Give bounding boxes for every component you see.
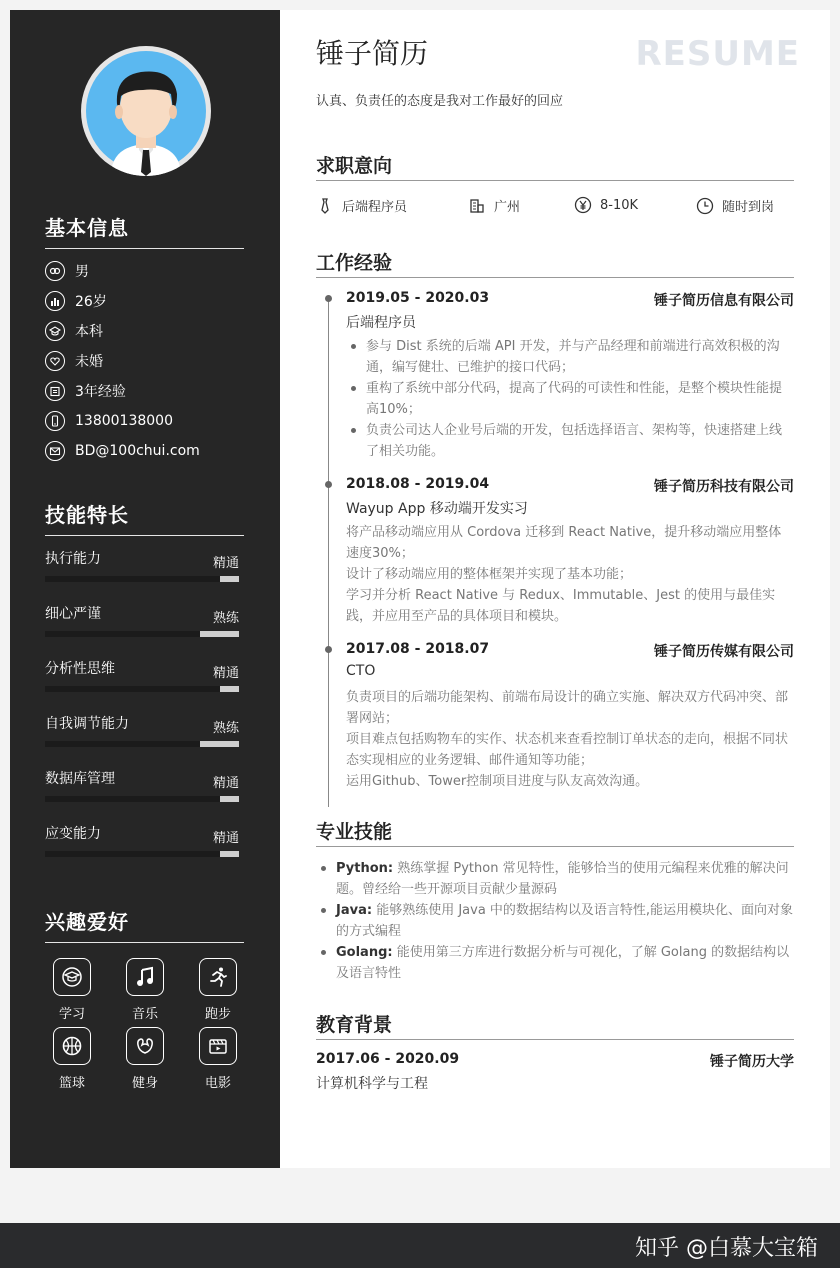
skill-row [45, 768, 239, 808]
job-company: 锤子简历信息有限公司 [654, 293, 794, 309]
job-description [346, 687, 794, 792]
job-bullet: 负责公司达人企业号后端的开发，包括选择语言、架构等，快速搭建上线了相关功能。 [346, 420, 794, 462]
skill-row [45, 658, 239, 698]
music-icon [126, 958, 164, 996]
timeline-line [328, 297, 329, 807]
movie-icon [199, 1027, 237, 1065]
info-gender [45, 260, 89, 282]
job-intent-row [316, 196, 794, 218]
skill-level: 精通 [212, 831, 239, 846]
basketball-icon [53, 1027, 91, 1065]
job-line: 将产品移动端应用从 Cordova 迁移到 React Native，提升移动端应用整体速度30%； [346, 525, 782, 561]
hobby-fitness [120, 1027, 170, 1091]
skill-bar-fill [200, 631, 239, 637]
sidebar [10, 10, 280, 1168]
job-entry [346, 290, 794, 460]
skill-bar [45, 686, 239, 692]
job-role: Wayup App 移动端开发实习 [346, 501, 528, 517]
info-marital [45, 350, 103, 372]
pro-skill-label: Python: [336, 861, 394, 876]
job-line: 负责项目的后端功能架构、前端布局设计的确立实施、解决双方代码冲突、部署网站； [346, 690, 789, 726]
pro-skills-title: 专业技能 [316, 821, 393, 843]
pro-skill-item [316, 942, 794, 984]
intent-position [316, 196, 407, 215]
skill-level: 精通 [212, 556, 239, 571]
skill-bar-fill [200, 741, 239, 747]
skill-bar [45, 741, 239, 747]
study-icon [53, 958, 91, 996]
skill-bar [45, 851, 239, 857]
yen-icon [574, 196, 592, 214]
intent-title: 求职意向 [316, 155, 393, 177]
education-major: 计算机科学与工程 [316, 1076, 428, 1092]
clock-icon [696, 197, 714, 215]
info-marital-text: 未婚 [75, 354, 103, 370]
footer-watermark: 知乎 @白慕大宝箱 [635, 1236, 818, 1261]
timeline-dot [325, 295, 332, 302]
job-line: 学习并分析 React Native 与 Redux、Immutable、Jest 的使用与最佳实践，并应用至产品的具体项目和模块。 [346, 588, 776, 624]
job-description [346, 336, 794, 462]
skill-bar-fill [220, 576, 239, 582]
intent-city [468, 196, 520, 215]
email-icon [45, 441, 65, 461]
education-divider [316, 1039, 794, 1040]
hobby-running [193, 958, 243, 1022]
skill-row [45, 823, 239, 863]
info-education [45, 320, 103, 342]
footer-bar [0, 1223, 840, 1268]
hobby-label: 篮球 [58, 1076, 85, 1091]
info-email [45, 440, 200, 462]
job-date: 2018.08 - 2019.04 [346, 476, 490, 492]
info-gender-text: 男 [75, 264, 89, 280]
job-company: 锤子简历科技有限公司 [654, 479, 794, 495]
skill-level: 熟练 [212, 611, 239, 626]
intent-availability [696, 196, 774, 215]
motto: 认真、负责任的态度是我对工作最好的回应 [316, 94, 564, 109]
resume-watermark: RESUME [635, 34, 800, 74]
basic-info-title: 基本信息 [45, 216, 129, 240]
info-phone [45, 410, 173, 432]
job-line: 设计了移动端应用的整体框架并实现了基本功能； [346, 567, 633, 582]
basic-info-divider [45, 248, 244, 249]
skill-level: 精通 [212, 776, 239, 791]
skill-row [45, 548, 239, 588]
timeline-dot [325, 646, 332, 653]
job-role: CTO [346, 663, 376, 679]
skill-name: 数据库管理 [45, 771, 115, 787]
pro-skills-list [316, 858, 794, 984]
running-icon [199, 958, 237, 996]
hobby-music [120, 958, 170, 1022]
info-email-text: BD@100chui.com [75, 443, 200, 459]
skill-row [45, 713, 239, 753]
intent-salary-text: 8-10K [600, 197, 639, 213]
info-age-text: 26岁 [75, 294, 107, 310]
job-role: 后端程序员 [346, 315, 416, 331]
skill-name: 应变能力 [45, 826, 101, 842]
job-entry [346, 641, 794, 801]
info-experience [45, 380, 126, 402]
experience-icon [45, 381, 65, 401]
gender-icon [45, 261, 65, 281]
hobbies-divider [45, 942, 244, 943]
intent-salary [574, 196, 638, 214]
skill-level: 熟练 [212, 721, 239, 736]
pro-skill-text: 熟练掌握 Python 常见特性，能够恰当的使用元编程来优雅的解决问题。曾经给一些开源项目贡献少量源码 [336, 861, 789, 897]
intent-divider [316, 180, 794, 181]
job-description [346, 522, 794, 627]
job-bullet: 参与 Dist 系统的后端 API 开发，并与产品经理和前端进行高效积极的沟通，编写健壮、已维护的接口代码； [346, 336, 794, 378]
hobbies-title: 兴趣爱好 [45, 910, 129, 934]
skill-name: 分析性思维 [45, 661, 115, 677]
skills-title: 技能特长 [45, 503, 129, 527]
info-phone-text: 13800138000 [75, 413, 173, 429]
skill-name: 自我调节能力 [45, 716, 129, 732]
pro-skills-divider [316, 846, 794, 847]
pro-skill-label: Java: [336, 903, 373, 918]
skill-bar [45, 631, 239, 637]
intent-availability-text: 随时到岗 [722, 200, 775, 215]
job-bullet: 重构了系统中部分代码，提高了代码的可读性和性能，是整个模块性能提高10%； [346, 378, 794, 420]
hobby-basketball [47, 1027, 97, 1091]
intent-position-text: 后端程序员 [342, 200, 408, 215]
building-icon [468, 197, 486, 215]
skill-name: 执行能力 [45, 551, 101, 567]
hobby-label: 健身 [131, 1076, 158, 1091]
skill-level: 精通 [212, 666, 239, 681]
skills-divider [45, 535, 244, 536]
fitness-icon [126, 1027, 164, 1065]
age-icon [45, 291, 65, 311]
job-entry [346, 476, 794, 626]
pro-skill-text: 能够熟练使用 Java 中的数据结构以及语言特性,能运用模块化、面向对象的方式编程 [336, 903, 794, 939]
pro-skill-label: Golang: [336, 945, 393, 960]
hobby-label: 音乐 [131, 1007, 158, 1022]
info-education-text: 本科 [75, 324, 103, 340]
skill-row [45, 603, 239, 643]
page-title: 锤子简历 [316, 37, 429, 70]
skill-bar-fill [220, 796, 239, 802]
info-experience-text: 3年经验 [75, 384, 126, 400]
info-age [45, 290, 107, 312]
hobby-movie [193, 1027, 243, 1091]
resume-page [10, 10, 830, 1168]
job-line: 项目难点包括购物车的实作、状态机来查看控制订单状态的走向，根据不同状态实现相应的业务逻辑、邮件通知等功能； [346, 732, 789, 768]
job-company: 锤子简历传媒有限公司 [654, 644, 794, 660]
work-title: 工作经验 [316, 252, 393, 274]
tie-icon [316, 197, 334, 215]
avatar [81, 46, 211, 176]
job-date: 2019.05 - 2020.03 [346, 290, 490, 306]
phone-icon [45, 411, 65, 431]
work-divider [316, 277, 794, 278]
skill-name: 细心严谨 [45, 606, 101, 622]
education-date: 2017.06 - 2020.09 [316, 1051, 460, 1067]
job-date: 2017.08 - 2018.07 [346, 641, 490, 657]
intent-city-text: 广州 [494, 200, 521, 215]
pro-skill-item [316, 900, 794, 942]
pro-skill-item [316, 858, 794, 900]
education-title: 教育背景 [316, 1014, 393, 1036]
timeline-dot [325, 481, 332, 488]
hobby-label: 电影 [204, 1076, 231, 1091]
hobby-study [47, 958, 97, 1022]
education-school: 锤子简历大学 [710, 1054, 794, 1070]
hobby-label: 学习 [58, 1007, 85, 1022]
skill-bar [45, 796, 239, 802]
education-icon [45, 321, 65, 341]
marital-icon [45, 351, 65, 371]
skill-bar-fill [220, 686, 239, 692]
hobby-label: 跑步 [204, 1007, 231, 1022]
skill-bar-fill [220, 851, 239, 857]
skill-bar [45, 576, 239, 582]
pro-skill-text: 能使用第三方库进行数据分析与可视化，了解 Golang 的数据结构以及语言特性 [336, 945, 790, 981]
job-line: 运用Github、Tower控制项目进度与队友高效沟通。 [346, 774, 649, 789]
